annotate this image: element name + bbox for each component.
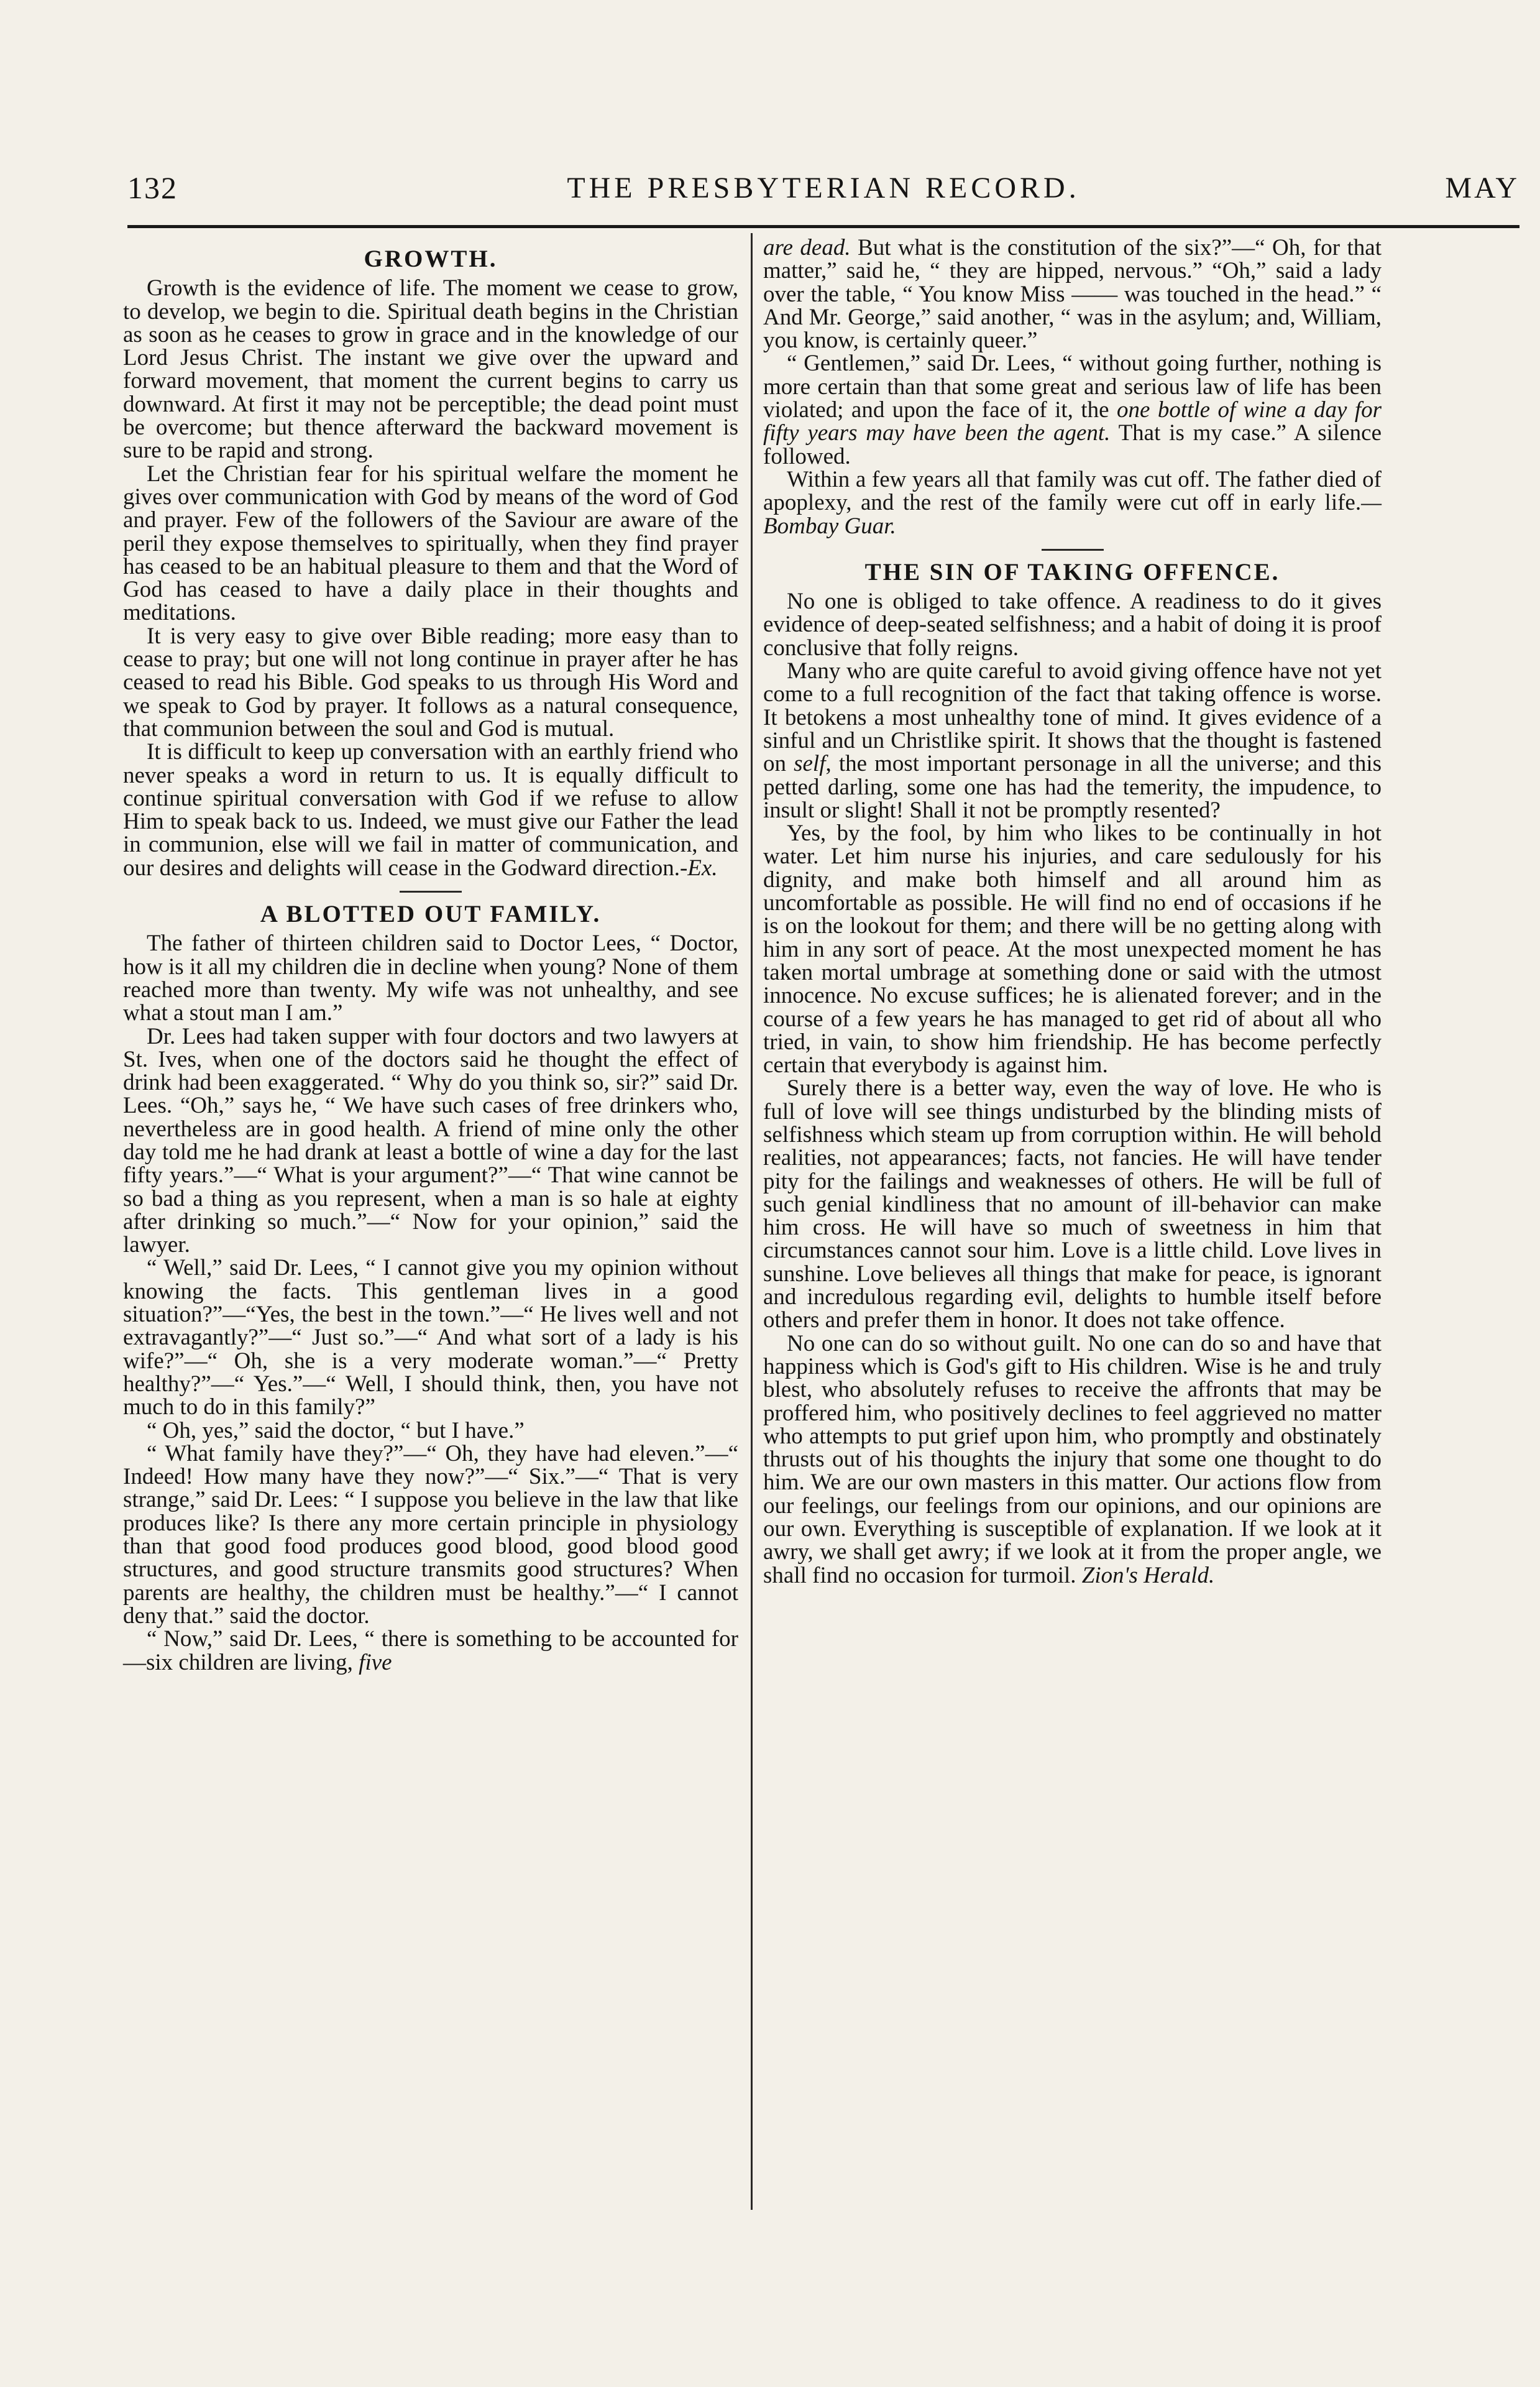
article-heading-growth: GROWTH.	[364, 246, 498, 272]
article-heading-blotted: A BLOTTED OUT FAMILY.	[260, 901, 602, 928]
running-header	[127, 165, 1519, 214]
blotted-paragraph-6	[123, 1627, 738, 1674]
journal-title: THE PRESBYTERIAN RECORD.	[567, 172, 1080, 205]
blotted-paragraph-6-italic: five	[359, 1649, 392, 1675]
blotted-continued-2	[763, 352, 1382, 467]
sin-paragraph-2	[763, 660, 1382, 822]
growth-paragraph-4-text: It is difficult to keep up conversation with an earthly friend who never speaks a word in return to us. It is equally difficult to continue spiritual conversation with God if we refuse to allow Him to speak back to us. Indeed, we must give our Father the lead in communion, else will we fail in matter of communication, and our desires and delights will cease in the Godward direction.	[123, 739, 738, 881]
blotted-continued-italic: are dead.	[763, 235, 851, 260]
blotted-paragraph-6-text: “ Now,” said Dr. Lees, “ there is something to be accounted for—six children are living,	[123, 1626, 738, 1675]
blotted-continued-1	[763, 236, 1382, 352]
blotted-continued-2-italic: one bottle of wine a day for fifty years may have been the agent.	[763, 397, 1382, 446]
blotted-continued-2b: That is my case.” A silence followed.	[763, 420, 1382, 469]
blotted-paragraph-2: Dr. Lees had taken supper with four doctors and two lawyers at St. Ives, when one of the doctors said he thought the effect of drink had been exaggerated. “ Why do you think so, sir?” said Dr. Lees. “Oh,” says he, “ We have such cases of free drinkers who, nevertheless are in good health. A friend of mine only the other day told me he had drank at least a bottle of wine a day for the last fifty years.”—“ What is your argument?”—“ That wine cannot be so bad a thing as you represent, when a man is so hale at eighty after drinking so much.”—“ Now for your opinion,” said the lawyer.	[123, 1023, 738, 1258]
growth-paragraph-2: Let the Christian fear for his spiritual welfare the moment he gives over communication with God by means of the word of God and prayer. Few of the followers of the Saviour are aware of the peril they expose themselves to spiritually, when they find prayer has ceased to be an habitual pleasure to them and that the Word of God has ceased to have a daily place in their thoughts and meditations.	[123, 461, 738, 626]
sin-paragraph-1: No one is obliged to take offence. A readiness to do it gives evidence of deep-seated selfishness; and a habit of doing it is proof conclusive that folly reigns.	[763, 589, 1382, 661]
blotted-source: —Bombay Guar.	[763, 490, 1382, 539]
blotted-continued-3	[763, 468, 1382, 538]
growth-paragraph-4	[123, 740, 738, 880]
blotted-paragraph-4: “ Oh, yes,” said the doctor, “ but I have.”	[147, 1417, 525, 1443]
article-heading-sin-of-taking-offence: THE SIN OF TAKING OFFENCE.	[864, 558, 1280, 586]
growth-source: -Ex.	[679, 855, 718, 881]
header-rule	[127, 225, 1519, 228]
growth-paragraph-3: It is very easy to give over Bible reading; more easy than to cease to pray; but one will not long continue in prayer after he has ceased to read his Bible. God speaks to us through His Word and we speak to God by prayer. It follows as a natural consequence, that communion between the soul and God is mutual.	[123, 623, 738, 742]
sin-paragraph-3: Yes, by the fool, by him who likes to be continually in hot water. Let him nurse his injuries, and care sedulously for his dignity, and make both himself and all around him as uncomfortable as possible. He will find no end of occasions if he is on the lookout for them; and there will be no getting along with him in any sort of peace. At the most unexpected moment he has taken mortal umbrage at something done or said with the utmost innocence. No excuse suffices; he is alienated forever; and in the course of a few years he has managed to get rid of about all who tried, in vain, to show him friendship. He has become perfectly certain that everybody is against him.	[763, 821, 1382, 1079]
sin-paragraph-2a: Many who are quite careful to avoid giving offence have not yet come to a full recognition of the fact that taking offence is worse. It betokens a most unhealthy tone of mind. It gives evidence of a sinful and un Christlike spirit. It shows that the thought is fastened on	[763, 658, 1382, 777]
blotted-continued-3-text: Within a few years all that family was cut off. The father died of apoplexy, and the rest of the family were cut off in early life.	[763, 466, 1382, 516]
growth-paragraph-1: Growth is the evidence of life. The moment we cease to grow, to develop, we begin to die. Spiritual death begins in the Christian as soon as he ceases to grow in grace and in the knowledge of our Lord Jesus Christ. The instant we give over the upward and forward movement, that moment the current begins to carry us downward. At first it may not be perceptible; the dead point must be overcome; but thence afterward the backward movement is sure to be rapid and strong.	[123, 275, 738, 464]
sin-paragraph-5	[763, 1332, 1382, 1587]
sin-paragraph-4: Surely there is a better way, even the way of love. He who is full of love will see things undisturbed by the blinding mists of selfishness which steam up from corruption within. He will behold realities, not appearances; facts, not fancies. He will have tender pity for the failings and weaknesses of others. He will be full of such genial kindliness that no amount of ill-behavior can make him cross. He will have so much of sweetness in him that circumstances cannot sour him. Love is a little child. Love lives in sunshine. Love believes all things that make for peace, is ignorant and incredulous regarding evil, delights to humble itself before others and prefer them in honor. It does not take offence.	[763, 1075, 1382, 1333]
sin-paragraph-2-italic: self	[794, 751, 826, 777]
blotted-continued-2a: “ Gentlemen,” said Dr. Lees, “ without going further, nothing is more certain than that some great and serious law of life has been violated; and upon the face of it, the	[763, 351, 1382, 423]
sin-paragraph-5-text: No one can do so without guilt. No one can do so and have that happiness which is God's gift to His children. Wise is he and truly blest, who absolutely refuses to receive the affronts that may be proffered him, who positively declines to feel aggrieved no matter who attempts to put grief upon him, who promptly and obstinately thrusts out of his thoughts the injury that some one thought to do him. We are our own masters in this matter. Our actions flow from our feelings, our feelings from our opinions, and our opinions are our own. Everything is susceptible of explanation. If we look at it awry, we shall get awry; if we look at it from the proper angle, we shall find no occasion for turmoil.	[763, 1330, 1382, 1588]
page-number: 132	[127, 170, 178, 205]
issue-month: MAY	[1445, 172, 1519, 205]
column-divider	[751, 233, 753, 2210]
sin-source: Zion's Herald.	[1081, 1562, 1215, 1588]
left-column	[123, 236, 738, 1674]
blotted-paragraph-3: “ Well,” said Dr. Lees, “ I cannot give you my opinion without knowing the facts. This gentleman lives in a good situation?”—“Yes, the best in the town.”—“ He lives well and not extravagantly?”—“ Just so.”—“ And what sort of a lady is his wife?”—“ Oh, she is a very moderate woman.”—“ Pretty healthy?”—“ Yes.”—“ Well, I should think, then, you have not much to do in this family?”	[123, 1255, 738, 1420]
blotted-paragraph-1: The father of thirteen children said to Doctor Lees, “ Doctor, how is it all my children die in decline when young? None of them reached more than twenty. My wife was not unhealthy, and see what a stout man I am.”	[123, 931, 738, 1026]
blotted-paragraph-5: “ What family have they?”—“ Oh, they have had eleven.”—“ Indeed! How many have they now?”—“ Six.”—“ That is very strange,” said Dr. Lees: “ I suppose you believe in the law that like produces like? Is there any more certain principle in physiology than that good food produces good blood, good blood good structures, and good structure transmits good structures? When parents are healthy, the children must be healthy.”—“ I cannot deny that.” said the doctor.	[123, 1440, 738, 1629]
sin-paragraph-2b: , the most important personage in all the universe; and this petted darling, some one has had the temerity, the impudence, to insult or slight! Shall it not be promptly resented?	[763, 751, 1382, 823]
blotted-continued-1-text: But what is the constitution of the six?”—“ Oh, for that matter,” said he, “ they are hipped, nervous.” “Oh,” said a lady over the table, “ You know Miss —— was touched in the head.” “ And Mr. George,” said another, “ was in the asylum; and, William, you know, is certainly queer.”	[763, 235, 1382, 354]
right-column	[763, 236, 1382, 1587]
